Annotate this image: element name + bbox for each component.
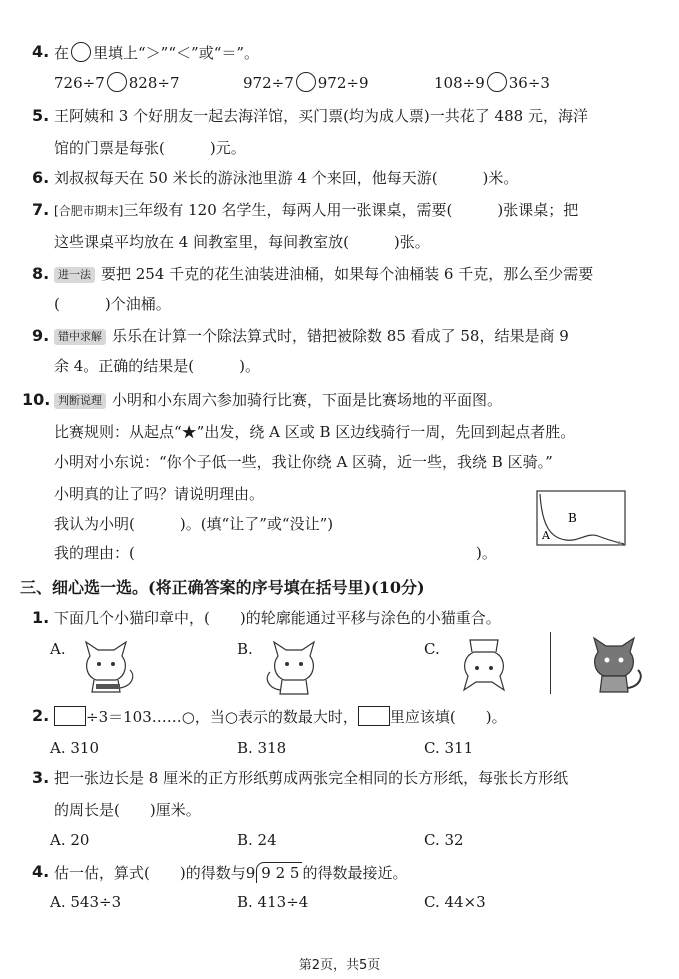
option-b[interactable]: B. 24 — [237, 831, 277, 849]
question-text: 这些课桌平均放在 4 间教室里，每间教室放( )张。 — [54, 233, 430, 251]
question-text: 在 里填上“＞”“＜”或“＝”。 — [54, 44, 260, 62]
start-star-icon: ★ — [616, 539, 624, 548]
question-text: 错中求解 乐乐在计算一个除法算式时，错把被除数 85 看成了 58，结果是商 9 — [54, 326, 569, 346]
question-text: 王阿姨和 3 个好朋友一起去海洋馆，买门票(均为成人票)一共花了 488 元，海洋 — [54, 107, 588, 125]
option-c[interactable]: C. 44×3 — [424, 893, 486, 911]
question-text: ( )个油桶。 — [54, 295, 171, 313]
option-a[interactable]: A. 310 — [50, 739, 99, 757]
question-text: 的周长是( )厘米。 — [54, 801, 201, 819]
divider — [550, 632, 551, 694]
option-a[interactable]: A. 543÷3 — [50, 893, 122, 911]
question-number: 2. — [32, 706, 50, 725]
cat-stamp-c-icon — [448, 636, 520, 696]
question-text: 馆的门票是每张( )元。 — [54, 139, 246, 157]
option-b[interactable]: B. 413÷4 — [237, 893, 309, 911]
cat-shaded-icon — [578, 632, 650, 696]
option-label[interactable]: A. — [50, 640, 66, 658]
question-text: 刘叔叔每天在 50 米长的游泳池里游 4 个来回，他每天游( )米。 — [54, 169, 519, 187]
compare-expr: 108÷9 36÷3 — [434, 74, 550, 92]
option-c[interactable]: C. 32 — [424, 831, 464, 849]
question-number: 10. — [22, 390, 51, 409]
question-number: 4. — [32, 42, 50, 61]
map-label-b: B — [568, 511, 577, 525]
question-text: 我认为小明( )。(填“让了”或“没让”) — [54, 515, 334, 533]
map-label-a: A — [542, 529, 550, 542]
question-number: 8. — [32, 264, 50, 283]
question-text: ÷3＝103……○，当○表示的数最大时， 里应该填( )。 — [54, 706, 507, 727]
question-number: 4. — [32, 862, 50, 881]
cat-stamp-b-icon — [258, 636, 330, 696]
option-c[interactable]: C. 311 — [424, 739, 474, 757]
method-tag: 错中求解 — [54, 329, 106, 345]
question-number: 5. — [32, 106, 50, 125]
question-number: 1. — [32, 608, 50, 627]
page-footer: 第2页，共5页 — [298, 958, 381, 973]
question-number: 9. — [32, 326, 50, 345]
compare-expr: 726÷7 828÷7 — [54, 74, 180, 92]
source-tag: [合肥市期末] — [54, 204, 124, 218]
question-text: 我的理由：( — [54, 544, 135, 562]
question-text: 估一估，算式( )的得数与9 9 2 5 的得数最接近。 — [54, 864, 408, 882]
cat-stamp-a-icon — [70, 636, 142, 696]
blank-circle[interactable] — [71, 42, 91, 62]
question-text: 判断说理 小明和小东周六参加骑行比赛，下面是比赛场地的平面图。 — [54, 390, 502, 410]
question-text: )。 — [476, 544, 497, 562]
option-a[interactable]: A. 20 — [50, 831, 90, 849]
race-map-figure — [536, 490, 628, 548]
blank-circle[interactable] — [487, 72, 507, 92]
question-text: [合肥市期末]三年级有 120 名学生，每两人用一张课桌，需要( )张课桌；把 — [54, 201, 579, 219]
option-b[interactable]: B. 318 — [237, 739, 287, 757]
question-text: 下面几个小猫印章中，( )的轮廓能通过平移与涂色的小猫重合。 — [54, 609, 501, 627]
option-label[interactable]: B. — [237, 640, 253, 658]
method-tag: 判断说理 — [54, 393, 106, 409]
question-text: 把一张边长是 8 厘米的正方形纸剪成两张完全相同的长方形纸，每张长方形纸 — [54, 769, 569, 787]
blank-box[interactable] — [54, 706, 86, 726]
option-label[interactable]: C. — [424, 640, 440, 658]
blank-circle[interactable] — [296, 72, 316, 92]
question-text: 小明对小东说：“你个子低一些，我让你绕 A 区骑，近一些，我绕 B 区骑。” — [54, 453, 553, 471]
long-division: 9 9 2 5 — [246, 862, 303, 883]
question-text: 进一法 要把 254 千克的花生油装进油桶，如果每个油桶装 6 千克，那么至少需要 — [54, 264, 593, 284]
question-number: 3. — [32, 768, 50, 787]
blank-box[interactable] — [358, 706, 390, 726]
method-tag: 进一法 — [54, 267, 95, 283]
question-text: 小明真的让了吗？请说明理由。 — [54, 485, 265, 503]
question-number: 7. — [32, 200, 50, 219]
question-text: 余 4。正确的结果是( )。 — [54, 357, 261, 375]
blank-circle[interactable] — [107, 72, 127, 92]
question-text: 比赛规则：从起点“★”出发，绕 A 区或 B 区边线骑行一周，先回到起点者胜。 — [54, 423, 576, 441]
question-number: 6. — [32, 168, 50, 187]
compare-expr: 972÷7 972÷9 — [243, 74, 369, 92]
section-title: 三、细心选一选。(将正确答案的序号填在括号里)(10分) — [20, 578, 425, 597]
